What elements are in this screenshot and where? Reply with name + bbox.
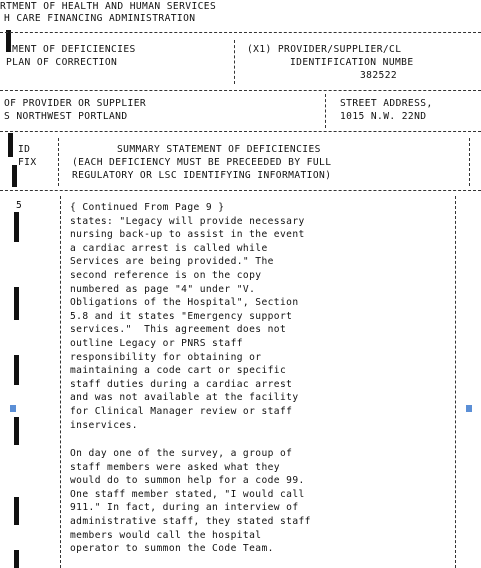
body-line: outline Legacy or PNRS staff bbox=[70, 338, 243, 349]
column-divider bbox=[60, 196, 61, 568]
divider bbox=[0, 131, 481, 132]
body-line: for Clinical Manager review or staff bbox=[70, 406, 293, 417]
body-line: a cardiac arrest is called while bbox=[70, 242, 268, 254]
body-line: operator to summon the Code Team. bbox=[70, 543, 274, 555]
body-line: nursing back-up to assist in the event bbox=[70, 229, 305, 241]
provider-id-label-1: (X1) PROVIDER/SUPPLIER/CL bbox=[247, 44, 402, 55]
scan-mark bbox=[14, 497, 19, 525]
provider-id-label-2: IDENTIFICATION NUMBE bbox=[290, 57, 414, 68]
agency-name-line2: H CARE FINANCING ADMINISTRATION bbox=[4, 13, 196, 24]
summary-title: SUMMARY STATEMENT OF DEFICIENCIES bbox=[117, 144, 321, 155]
scan-mark bbox=[12, 165, 17, 187]
column-divider bbox=[58, 138, 59, 186]
right-selection-handle[interactable] bbox=[466, 405, 472, 412]
divider bbox=[0, 190, 481, 191]
provider-name-label: OF PROVIDER OR SUPPLIER bbox=[4, 98, 147, 109]
divider bbox=[0, 90, 481, 91]
body-line: second reference is on the copy bbox=[70, 270, 262, 281]
body-line: members would call the hospital bbox=[70, 529, 262, 541]
scan-mark bbox=[14, 417, 19, 445]
body-line: 911." In fact, during an interview of bbox=[70, 502, 299, 514]
scan-mark bbox=[8, 133, 13, 157]
column-divider bbox=[325, 94, 326, 128]
body-line: would do to summon help for a code 99. bbox=[70, 475, 305, 487]
agency-name-line1: RTMENT OF HEALTH AND HUMAN SERVICES bbox=[0, 1, 217, 12]
body-line: staff members were asked what they bbox=[70, 461, 280, 473]
id-prefix-label-2: FIX bbox=[18, 157, 37, 168]
provider-name-value: S NORTHWEST PORTLAND bbox=[4, 111, 128, 122]
body-line: staff duties during a cardiac arrest bbox=[70, 378, 293, 390]
provider-id-value: 382522 bbox=[360, 70, 398, 81]
scan-mark bbox=[14, 287, 19, 320]
body-line: and was not available at the facility bbox=[70, 392, 299, 404]
body-line: One staff member stated, "I would call bbox=[70, 488, 305, 500]
street-address-label: STREET ADDRESS, bbox=[340, 98, 433, 109]
summary-subtitle-2: REGULATORY OR LSC IDENTIFYING INFORMATION) bbox=[72, 170, 332, 181]
body-line: { Continued From Page 9 } bbox=[70, 202, 225, 213]
body-line: states: "Legacy will provide necessary bbox=[70, 215, 305, 227]
id-prefix-label-1: ID bbox=[18, 144, 31, 155]
body-line: On day one of the survey, a group of bbox=[70, 448, 293, 459]
body-line: numbered as page "4" under "V. bbox=[70, 283, 256, 295]
divider bbox=[0, 32, 481, 33]
body-line: Services are being provided." The bbox=[70, 256, 274, 268]
body-line: responsibility for obtaining or bbox=[70, 351, 262, 363]
column-divider bbox=[469, 138, 470, 186]
column-divider bbox=[234, 40, 235, 84]
body-line: maintaining a code cart or specific bbox=[70, 365, 287, 377]
deficiency-tag: 5 bbox=[16, 200, 23, 211]
statement-label-1: EMENT OF DEFICIENCIES bbox=[6, 44, 136, 55]
statement-label-2: PLAN OF CORRECTION bbox=[6, 57, 118, 68]
street-address-value: 1015 N.W. 22ND bbox=[340, 111, 427, 122]
left-selection-handle[interactable] bbox=[10, 405, 16, 412]
summary-subtitle-1: (EACH DEFICIENCY MUST BE PRECEEDED BY FULL bbox=[72, 157, 332, 168]
body-line: administrative staff, they stated staff bbox=[70, 516, 311, 527]
body-line: services." This agreement does not bbox=[70, 324, 287, 336]
scan-mark bbox=[14, 212, 19, 242]
body-line: 5.8 and it states "Emergency support bbox=[70, 310, 293, 322]
scan-mark bbox=[14, 550, 19, 568]
body-line: inservices. bbox=[70, 419, 138, 431]
column-divider bbox=[455, 196, 456, 568]
body-line: Obligations of the Hospital", Section bbox=[70, 297, 299, 309]
scan-mark bbox=[14, 355, 19, 385]
